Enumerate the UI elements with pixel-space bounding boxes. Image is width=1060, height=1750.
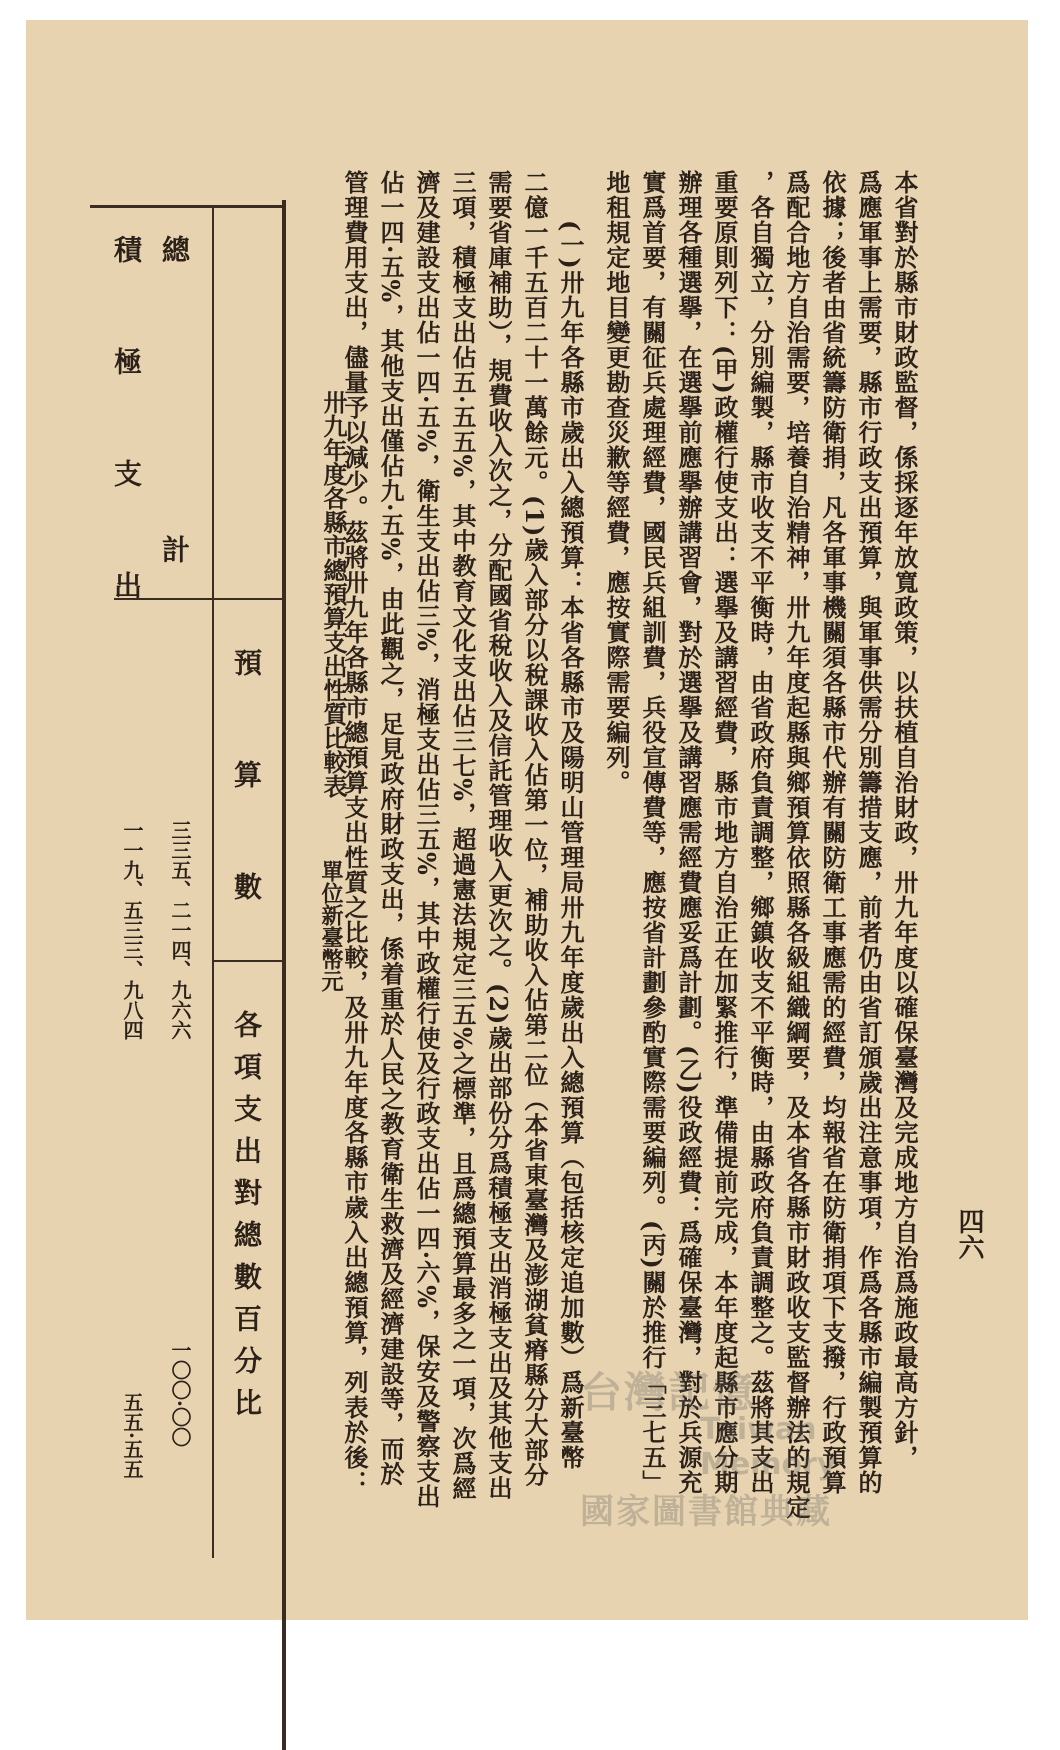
row-label-positive-text: 積極支出 [110, 235, 143, 683]
body-text-column: 實爲首要，有關征兵處理經費，國民兵組訓費，兵役宣傳費等，應按省計劃參酌實際需要編列。(丙)關於推行「三七五」 [638, 170, 667, 1495]
cell-positive-percent: 五五·五五 [120, 1392, 144, 1479]
body-text-column: 本省對於縣市財政監督，係採逐年放寬政策，以扶植自治財政，卅九年度以確保臺灣及完成地方自治爲施政最高方針， [890, 170, 919, 1470]
table-unit: 單位新臺幣元 [318, 860, 344, 992]
body-text-column: 濟及建設支出佔一四·五%，衛生支出佔三%，消極支出佔三五%，其中政權行使及行政支出佔一四·六%，保安及警察支出 [412, 170, 441, 1509]
body-text-column: 依據；後者由省統籌防衛捐，凡各軍事機關須各縣市代辦有關防衛工事應需的經費，均報省在防衛捐項下支撥，行政預算 [818, 170, 847, 1495]
cell-total-percent: 一〇〇·〇〇 [168, 1340, 192, 1447]
body-text-column: 爲配合地方自治需要，培養自治精神，卅九年度起縣與鄉預算依照縣各級組織綱要，及本省各縣市財政收支監督辦法的規定 [782, 170, 811, 1520]
body-text-column: (一)卅九年各縣市歲出入總預算：本省各縣市及陽明山管理局卅九年度歲出入總預算（包括核定追加數）爲新臺幣 [556, 220, 585, 1470]
body-text-column: 重要原則列下：(甲)政權行使支出：選擧及講習經費，縣市地方自治正在加緊推行，準備提前完成，本年度起縣市應分期 [710, 170, 739, 1495]
body-text-column: 三項，積極支出佔五·五五%，其中教育文化支出佔三七%，超過憲法規定三五%之標準，且爲總預算最多之一項，次爲經 [448, 170, 477, 1501]
watermark-title: 台灣記憶 [580, 1368, 757, 1417]
body-text-column: 二億一千五百二十一萬餘元。(1)歲入部分以稅課收入佔第一位，補助收入佔第二位（本省東臺灣及澎湖貧瘠縣分大部分 [520, 170, 549, 1488]
table-title: 卅九年度各縣市總預算支出性質比較表 [319, 390, 348, 798]
cell-total-budget: 三三五、二一四、九六六 [168, 820, 192, 1040]
watermark-english: Taiwan Memory [700, 1412, 837, 1482]
table-column-divider [212, 208, 214, 1558]
cell-positive-budget: 一一九、五三三、九八四 [120, 820, 144, 1040]
body-text-column: 辦理各種選擧，在選擧前應擧辦講習會，對於選擧及講習應需經費應妥爲計劃。(乙)役政經費：爲確保臺灣，對於兵源充 [674, 170, 703, 1495]
table-right-border [282, 200, 286, 1750]
body-text-column: 地租規定地目變更勘查災歉等經費，應按實際需要編列。 [602, 170, 631, 795]
column-header-percent: 各項支出對總數百分比 [230, 1010, 263, 1430]
page-number: 四六 [954, 1208, 984, 1260]
body-text-column: 管理費用支出，儘量予以減少。茲將卅九年各縣市總預算支出性質之比較，及卅九年度各縣市歲入出總預算，列表於後： [340, 170, 369, 1495]
row-label-total-text: 總計 [158, 235, 191, 835]
body-text-column: 佔一四·五%，其他支出僅佔九·五%，由此觀之，足見政府財政支出，係着重於人民之教育衛生救濟及經濟建設等，而於 [376, 170, 405, 1487]
row-label-total [154, 235, 194, 835]
column-header-budget: 預算數 [230, 648, 263, 984]
table-top-rule [90, 205, 284, 208]
body-text-column: 爲應軍事上需要，縣市行政支出預算，與軍事供需分別籌措支應，前者仍由省訂頒歲出注意事項，作爲各縣市編製預算的 [854, 170, 883, 1495]
body-text-column: 需要省庫補助），規費收入次之，分配國省稅收入及信託管理收入更次之。(2)歲出部份分爲積極支出消極支出及其他支出 [484, 170, 513, 1501]
library-watermark [580, 1360, 960, 1533]
row-label-positive [106, 235, 146, 683]
watermark-library: 國家圖書館典藏 [580, 1492, 832, 1532]
body-text-column: ，各自獨立，分別編製，縣市收支不平衡時，由省政府負責調整，鄉鎮收支不平衡時，由縣政府負責調整之。茲將其支出 [746, 170, 775, 1495]
